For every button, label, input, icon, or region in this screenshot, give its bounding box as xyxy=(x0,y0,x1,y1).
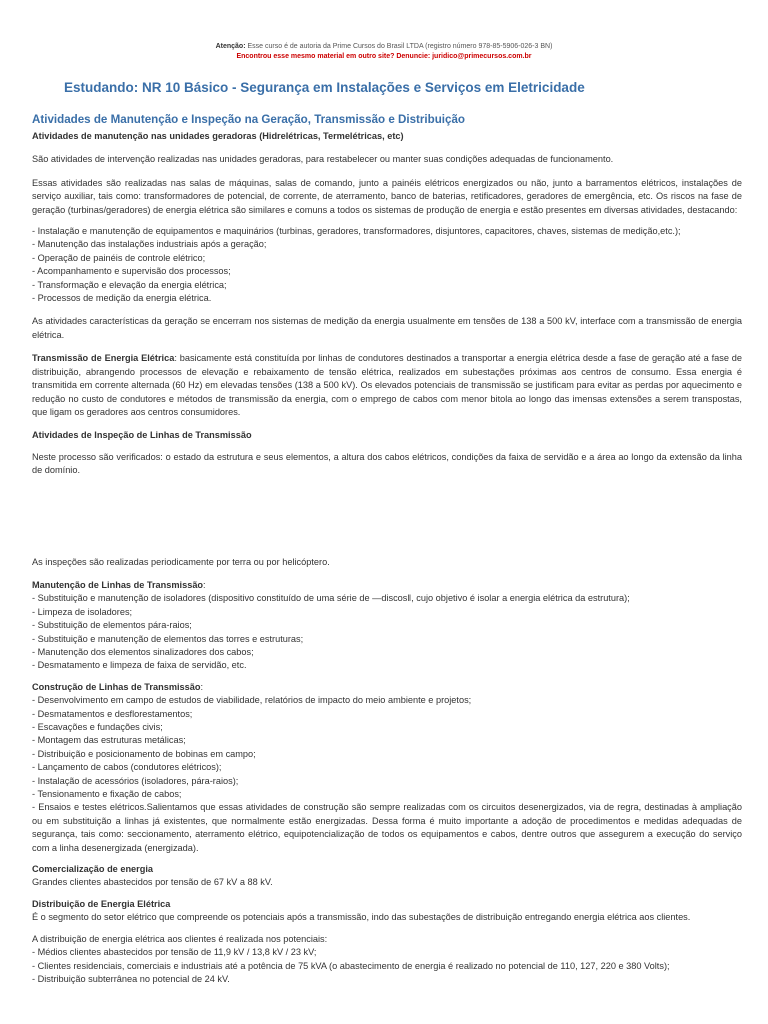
notice-line xyxy=(0,42,768,52)
notice-prefix: Atenção: xyxy=(215,43,246,50)
list-item: - Substituição e manutenção de isoladores (dispositivo constituído de uma série de ―discos‖, cujo objetivo é isolar a energia elétrica da estrutura); xyxy=(32,592,742,605)
transmissao-text: : basicamente está constituída por linhas de condutores destinados a transportar a energia elétrica desde a fase de geração até a fase de distribuição, abrangendo processos de elevação e rebaixamento de tensão elétrica, realizados em subestações próximas aos centros de consumo. Essa energia é transmitida em corrente alternada (60 Hz) em elevadas tensões (138 a 500 kV). Os elevados potenciais de transmissão se justificam para evitar as perdas por aquecimento e redução no custo de condutores e métodos de transmissão da energia, com o emprego de cabos com menor bitola ao longo das imensas extensões a serem transpostas, que ligam os geradores aos centros consumidores. xyxy=(32,353,743,417)
list-item: - Montagem das estruturas metálicas; xyxy=(32,734,742,747)
list-item: - Instalação de acessórios (isoladores, pára-raios); xyxy=(32,775,742,788)
comercializacao-heading: Comercialização de energia xyxy=(32,864,154,875)
list-item: - Instalação e manutenção de equipamentos e maquinários (turbinas, geradores, transformadores, disjuntores, capacitores, chaves, sistemas de medição,etc.); xyxy=(32,225,742,238)
geracao-list xyxy=(32,225,742,305)
notice-text: Esse curso é de autoria da Prime Cursos do Brasil LTDA (registro número 978-85-5906-026-3 BN) xyxy=(247,43,553,50)
construcao-heading-line: Construção de Linhas de Transmissão: xyxy=(32,681,204,692)
geracao-paragraph-3: As atividades características da geração se encerram nos sistemas de medição da energia usualmente em tensões de 138 a 500 kV, interface com a transmissão de energia elétrica. xyxy=(32,316,742,340)
comercializacao-text: Grandes clientes abastecidos por tensão de 67 kV a 88 kV. xyxy=(32,877,273,888)
copyright-notice xyxy=(0,0,768,62)
list-item: - Desmatamento e limpeza de faixa de servidão, etc. xyxy=(32,659,742,672)
list-item: - Médios clientes abastecidos por tensão de 11,9 kV / 13,8 kV / 23 kV; xyxy=(32,946,742,959)
geracao-heading: Atividades de manutenção nas unidades geradoras (Hidrelétricas, Termelétricas, etc) xyxy=(32,131,404,141)
inspecao-paragraph-2: As inspeções são realizadas periodicamente por terra ou por helicóptero. xyxy=(32,556,330,567)
inspecao-paragraph-1: Neste processo são verificados: o estado da estrutura e seus elementos, a altura dos cabos elétricos, condições da faixa de servidão e a área ao longo da extensão da linha de domínio. xyxy=(32,451,742,476)
transmissao-paragraph xyxy=(32,352,742,419)
list-item: - Escavações e fundações civis; xyxy=(32,721,742,734)
manutencao-heading-line: Manutenção de Linhas de Transmissão: xyxy=(32,579,206,590)
lesson-content xyxy=(32,112,742,992)
list-item: - Desmatamentos e desflorestamentos; xyxy=(32,708,742,721)
distribuicao-text: É o segmento do setor elétrico que compreende os potenciais após a transmissão, indo das subestações de distribuição entregando energia elétrica aos clientes. xyxy=(32,912,691,923)
list-item: - Manutenção das instalações industriais após a geração; xyxy=(32,238,742,251)
list-item: - Manutenção dos elementos sinalizadores dos cabos; xyxy=(32,646,742,659)
distribuicao-list xyxy=(32,946,742,986)
course-title: Estudando: NR 10 Básico - Segurança em Instalações e Serviços em Eletricidade xyxy=(64,80,585,95)
list-item: - Processos de medição da energia elétrica. xyxy=(32,292,742,305)
geracao-paragraph-2: Essas atividades são realizadas nas salas de máquinas, salas de comando, junto a painéis elétricos energizados ou não, junto a barramentos elétricos, instalações de serviço auxiliar, tais como: transformadores de potencial, de corrente, de aterramento, banco de baterias, retificadores, geradores de emergência, etc. Os riscos na fase de geração (turbinas/geradores) de energia elétrica são similares e comuns a todos os sistemas de produção de energia e estão presentes em diversas atividades, destacando: xyxy=(32,177,742,215)
list-item: - Transformação e elevação da energia elétrica; xyxy=(32,279,742,292)
construcao-heading: Construção de Linhas de Transmissão xyxy=(32,681,201,692)
manutencao-heading: Manutenção de Linhas de Transmissão xyxy=(32,579,204,590)
list-item: - Acompanhamento e supervisão dos processos; xyxy=(32,265,742,278)
geracao-paragraph-1: São atividades de intervenção realizadas nas unidades geradoras, para restabelecer ou manter suas condições adequadas de funcionamento. xyxy=(32,154,614,165)
list-item: - Limpeza de isoladores; xyxy=(32,606,742,619)
list-item: - Distribuição e posicionamento de bobinas em campo; xyxy=(32,748,742,761)
list-item: - Ensaios e testes elétricos.Salientamos que essas atividades de construção são sempre realizadas com os circuitos desenergizados, via de regra, destinadas à ampliação ou em substituição a linhas já existentes, que normalmente estão energizadas. Dessa forma é muito importante a adoção de procedimentos e medidas adequadas de segurança, tais como: seccionamento, aterramento elétrico, equipotencialização de todos os equipamentos e cabos, dentre outros que assegurem a execução do serviço com a linha desenergizada (energizada). xyxy=(32,801,742,855)
list-item: - Tensionamento e fixação de cabos; xyxy=(32,788,742,801)
list-item: - Substituição de elementos pára-raios; xyxy=(32,619,742,632)
inspecao-heading: Atividades de Inspeção de Linhas de Transmissão xyxy=(32,430,252,441)
distribuicao-intro: A distribuição de energia elétrica aos clientes é realizada nos potenciais: xyxy=(32,933,328,944)
section-title: Atividades de Manutenção e Inspeção na Geração, Transmissão e Distribuição xyxy=(32,113,465,126)
report-warning[interactable]: Encontrou esse mesmo material em outro site? Denuncie: juridico@primecursos.com.br xyxy=(236,53,532,60)
list-item: - Lançamento de cabos (condutores elétricos); xyxy=(32,761,742,774)
distribuicao-heading: Distribuição de Energia Elétrica xyxy=(32,898,171,909)
list-item: - Substituição e manutenção de elementos das torres e estruturas; xyxy=(32,633,742,646)
list-item: - Clientes residenciais, comerciais e industriais até a potência de 75 kVA (o abastecimento de energia é realizado no potencial de 110, 127, 220 e 380 Volts); xyxy=(32,960,742,973)
transmissao-label: Transmissão de Energia Elétrica xyxy=(32,353,175,364)
manutencao-list xyxy=(32,592,742,672)
image-placeholder xyxy=(32,484,742,556)
list-item: - Distribuição subterrânea no potencial de 24 kV. xyxy=(32,973,742,986)
construcao-list xyxy=(32,694,742,855)
list-item: - Desenvolvimento em campo de estudos de viabilidade, relatórios de impacto do meio ambiente e projetos; xyxy=(32,694,742,707)
list-item: - Operação de painéis de controle elétrico; xyxy=(32,252,742,265)
